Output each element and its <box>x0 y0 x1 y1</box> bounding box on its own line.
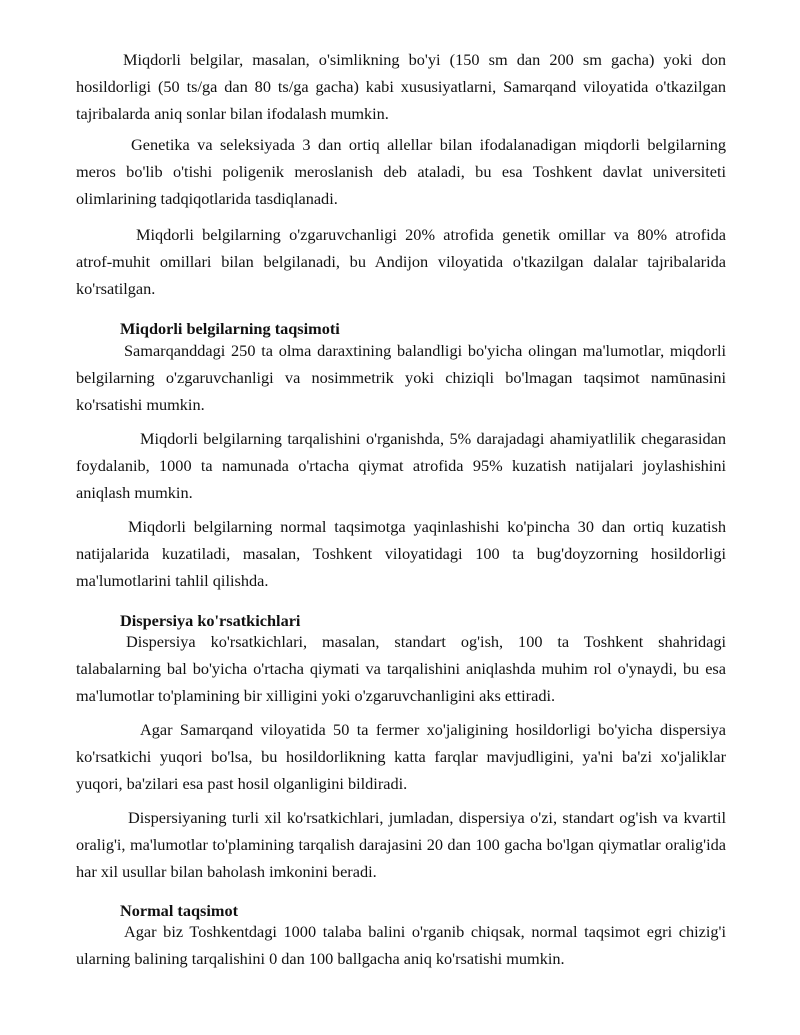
section-heading: Normal taqsimot <box>120 901 239 920</box>
paragraph: Agar biz Toshkentdagi 1000 talaba balini o'rganib chiqsak, normal taqsimot egri chizig'i ularning balining tarqalishini 0 dan 100 ballgacha aniq ko'rsatishi mumkin. <box>76 922 726 968</box>
paragraph: Genetika va seleksiyada 3 dan ortiq allellar bilan ifodalanadigan miqdorli belgilarning meros bo'lib o'tishi poligenik meroslanish deb ataladi, bu esa Toshkent davlat universiteti olimlarining tadqiqotlarida tasdiqlanadi. <box>76 135 726 208</box>
paragraph: Miqdorli belgilarning o'zgaruvchanligi 20% atrofida genetik omillar va 80% atrofida atrof-muhit omillari bilan belgilanadi, bu Andijon viloyatida o'tkazilgan dalalar tajribalarida ko'rsatilgan. <box>76 225 726 298</box>
paragraph: Samarqanddagi 250 ta olma daraxtining balandligi bo'yicha olingan ma'lumotlar, miqdorli belgilarning o'zgaruvchanligi va nosimmetrik yoki chiziqli bo'lmagan taqsimot namūnasini ko'rsatishi mumkin. <box>76 341 726 414</box>
paragraph: Agar Samarqand viloyatida 50 ta fermer xo'jaligining hosildorligi bo'yicha dispersiya ko'rsatkichi yuqori bo'lsa, bu hosildorlikning katta farqlar mavjudligini, ya'ni ba'zi xo'jaliklar yuqori, ba'zilari esa past hosil olganligini bildiradi. <box>76 720 726 793</box>
paragraph: Miqdorli belgilarning normal taqsimotga yaqinlashishi ko'pincha 30 dan ortiq kuzatish natijalarida kuzatiladi, masalan, Toshkent viloyatidagi 100 ta bug'doyzorning hosildorligi ma'lumotlarini tahlil qilishda. <box>76 517 726 590</box>
section-heading: Miqdorli belgilarning taqsimoti <box>120 319 340 338</box>
paragraph: Miqdorli belgilarning tarqalishini o'rganishda, 5% darajadagi ahamiyatlilik chegarasidan foydalanib, 1000 ta namunada o'rtacha qiymat atrofida 95% kuzatish natijalari joylashishini aniqlash mumkin. <box>76 429 726 502</box>
paragraph: Miqdorli belgilar, masalan, o'simlikning bo'yi (150 sm dan 200 sm gacha) yoki don hosildorligi (50 ts/ga dan 80 ts/ga gacha) kabi xususiyatlarni, Samarqand viloyatida o'tkazilgan tajribalarda aniq sonlar bilan ifodalash mumkin. <box>76 50 726 123</box>
paragraph: Dispersiyaning turli xil ko'rsatkichlari, jumladan, dispersiya o'zi, standart og'ish va kvartil oralig'i, ma'lumotlar to'plamining tarqalish darajasini 20 dan 100 gacha bo'lgan qiymatlar oralig'ida har xil usullar bilan baholash imkonini beradi. <box>76 808 726 881</box>
section-heading: Dispersiya ko'rsatkichlari <box>120 611 301 630</box>
paragraph: Dispersiya ko'rsatkichlari, masalan, standart og'ish, 100 ta Toshkent shahridagi talabalarning bal bo'yicha o'rtacha qiymati va tarqalishini aniqlashda muhim rol o'ynaydi, bu esa ma'lumotlar to'plamining bir xilligini yoki o'zgaruvchanligini aks ettiradi. <box>76 632 726 705</box>
